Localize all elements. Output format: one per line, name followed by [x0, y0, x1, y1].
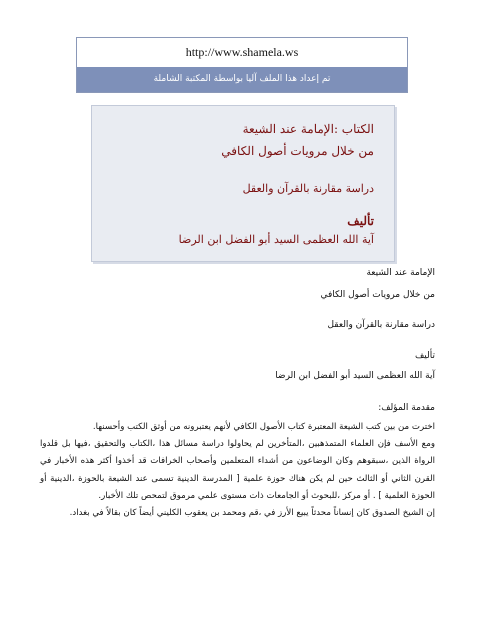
body-study: دراسة مقارنة بالقرآن والعقل	[327, 320, 435, 330]
paragraph: ومع الأسف فإن العلماء المتمذهبين ،المتأخرين لم يحاولوا دراسة مسائل هذا ،الكتاب والتحقيق ،فيها بل قلدوا الرواة الذين ،سبقوهم وكان الوضاعون من أشداء المتعلمين وأصحاب الخرافات قد أخذوا أكثر هذه الأخبار في القرن الثاني أو الثالث حين لم يكن هناك حوزة علمية [ المدرسة الدينية تسمى عند الشيعة بالحوزة ،الدينية أو الحوزة العلمية ] . أو مركز ،للبحوث أو الجامعات ذات مستوى علمي مرموق لتمحص تلك الأخبار.	[40, 439, 435, 501]
body-author-label: تأليف	[414, 351, 435, 361]
body-subtitle: من خلال مرويات أصول الكافي	[320, 290, 435, 300]
generation-notice: تم إعداد هذا الملف آليا بواسطة المكتبة الشاملة	[77, 67, 407, 92]
book-title: الكتاب :الإمامة عند الشيعة	[242, 122, 374, 136]
intro-heading: مقدمة المؤلف:	[378, 403, 435, 413]
author-name: آية الله العظمى السيد أبو الفضل ابن الرضا	[178, 233, 374, 246]
paragraph: إن الشيخ الصدوق كان إنساناً محدثاً يبيع الأرز في ،قم ومحمد بن يعقوب الكليني أيضاً كان بقالاً في بغداد.	[69, 508, 435, 519]
intro-text	[40, 419, 435, 522]
author-label: تأليف	[347, 214, 374, 228]
study-description: دراسة مقارنة بالقرآن والعقل	[242, 182, 374, 195]
site-url[interactable]: http://www.shamela.ws	[77, 38, 407, 67]
paragraph: اخترت من بين كتب الشيعة المعتبرة كتاب الأصول الكافي لأنهم يعتبرونه من أوثق الكتب وأحسنها.	[92, 422, 435, 432]
body-title: الإمامة عند الشيعة	[366, 268, 435, 278]
title-box	[91, 105, 395, 262]
shamela-header	[76, 37, 408, 93]
book-subtitle: من خلال مرويات أصول الكافي	[221, 144, 374, 158]
body-author: آية الله العظمى السيد أبو الفضل ابن الرضا	[275, 371, 435, 381]
